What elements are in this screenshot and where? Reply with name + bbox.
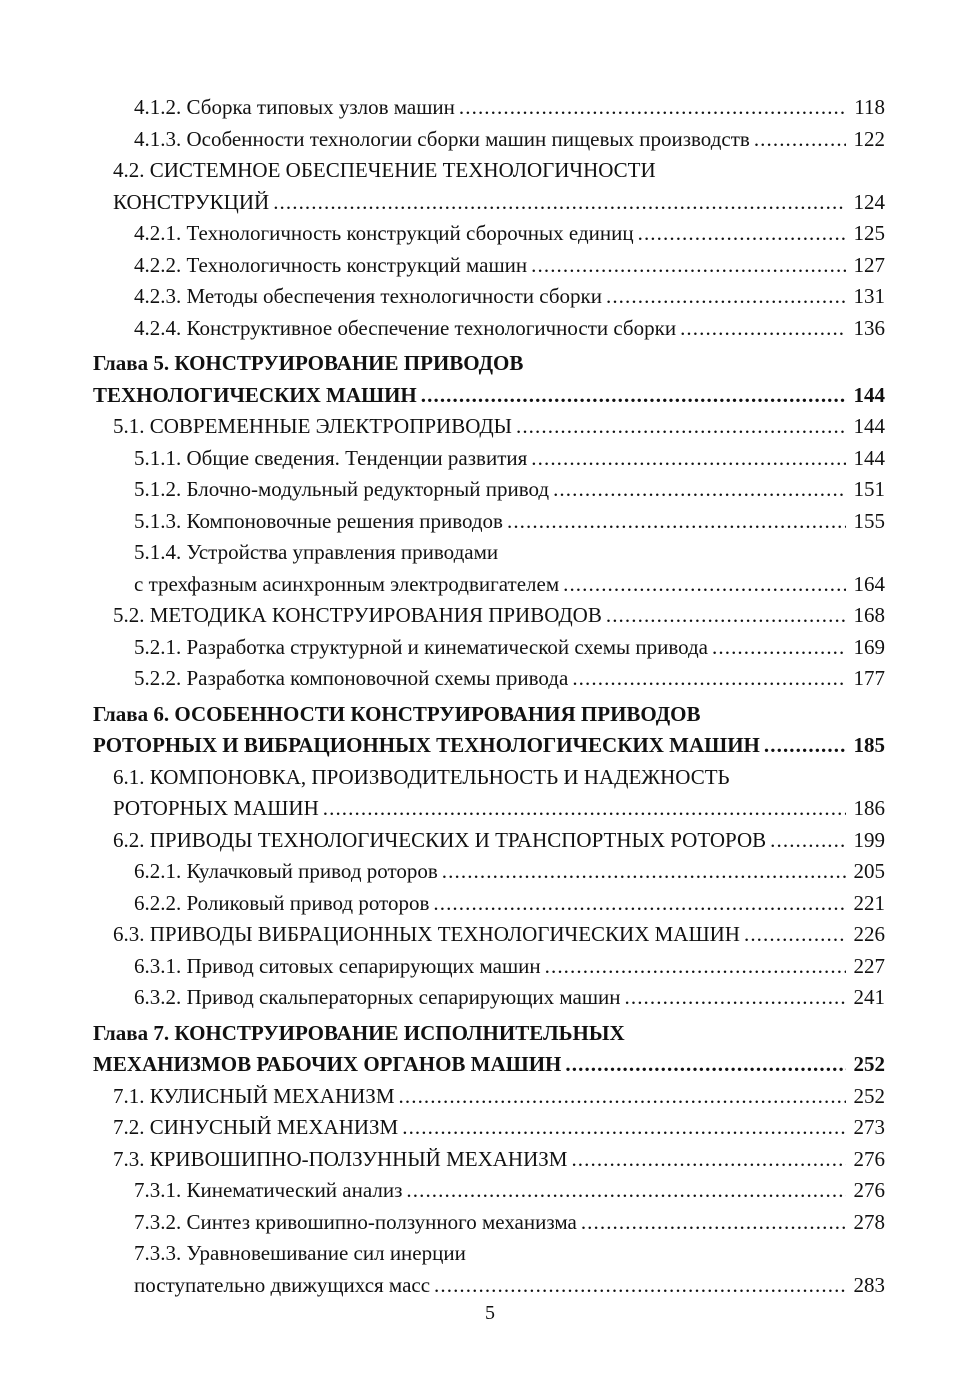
toc-chapter[interactable] <box>0 1018 980 1081</box>
toc-entry-title: 4.1.2. Сборка типовых узлов машин <box>134 95 455 119</box>
toc-entry-page: 226 <box>853 922 885 946</box>
page-number: 5 <box>485 1302 495 1324</box>
toc-section[interactable] <box>0 762 980 825</box>
dot-leader <box>531 443 846 475</box>
toc-entry[interactable] <box>0 537 980 600</box>
toc-entry-title: 7.2. СИНУСНЫЙ МЕХАНИЗМ <box>113 1115 399 1139</box>
toc-entry-page: 169 <box>853 634 885 659</box>
toc-entry[interactable] <box>0 92 980 124</box>
toc-entry-title: МЕХАНИЗМОВ РАБОЧИХ ОРГАНОВ МАШИН <box>93 1052 562 1076</box>
dot-leader <box>553 474 846 506</box>
dot-leader <box>459 92 846 124</box>
toc-entry[interactable] <box>0 281 980 313</box>
toc-entry[interactable] <box>0 443 980 475</box>
toc-entry[interactable] <box>0 632 980 664</box>
toc-section[interactable] <box>0 1112 980 1144</box>
toc-entry-title: поступательно движущихся масс <box>134 1272 431 1297</box>
toc-entry-title: 5.2. МЕТОДИКА КОНСТРУИРОВАНИЯ ПРИВОДОВ <box>113 603 602 627</box>
toc-entry-title: 5.1.1. Общие сведения. Тенденции развития <box>134 445 528 470</box>
dot-leader <box>402 1112 846 1144</box>
dot-leader <box>606 281 846 313</box>
toc-entry-title-line1: 4.2. СИСТЕМНОЕ ОБЕСПЕЧЕНИЕ ТЕХНОЛОГИЧНОСТИ <box>113 158 656 182</box>
toc-chapter[interactable] <box>0 348 980 411</box>
toc-entry-title: ТЕХНОЛОГИЧЕСКИХ МАШИН <box>93 382 417 407</box>
toc-chapter[interactable] <box>0 699 980 762</box>
toc-entry-page: 118 <box>854 95 885 119</box>
dot-leader <box>680 313 846 345</box>
toc-entry-page: 177 <box>853 666 885 690</box>
toc-entry[interactable] <box>0 218 980 250</box>
toc-entry-title-line1: 5.1.4. Устройства управления приводами <box>134 540 499 564</box>
toc-entry-page: 276 <box>853 1178 885 1202</box>
toc-entry-title: с трехфазным асинхронным электродвигателем <box>134 571 560 596</box>
toc-section[interactable] <box>0 1144 980 1176</box>
toc-entry-title: 4.2.2. Технологичность конструкций машин <box>134 252 528 277</box>
toc-entry[interactable] <box>0 1175 980 1207</box>
dot-leader <box>433 888 846 920</box>
toc-entry-title: 7.3.1. Кинематический анализ <box>134 1178 403 1202</box>
toc-entry[interactable] <box>0 888 980 920</box>
toc-entry-title: РОТОРНЫХ МАШИН <box>113 796 319 820</box>
toc-entry-page: 278 <box>853 1209 885 1234</box>
toc-entry-page: 164 <box>853 571 885 596</box>
dot-leader <box>421 380 846 412</box>
toc-entry-title: 5.2.2. Разработка компоновочной схемы привода <box>134 666 569 690</box>
toc-entry-title-line1: Глава 6. ОСОБЕННОСТИ КОНСТРУИРОВАНИЯ ПРИВОДОВ <box>93 701 701 726</box>
toc-entry-page: 276 <box>853 1146 885 1171</box>
toc-entry-title: 5.1.3. Компоновочные решения приводов <box>134 508 503 533</box>
toc-entry[interactable] <box>0 951 980 983</box>
toc-entry-title: 5.1. СОВРЕМЕННЫЕ ЭЛЕКТРОПРИВОДЫ <box>113 414 512 438</box>
dot-leader <box>273 187 846 219</box>
toc-entry-page: 127 <box>853 252 885 277</box>
toc-entry[interactable] <box>0 250 980 282</box>
toc-entry-page: 124 <box>853 189 885 214</box>
toc-entry-title: 6.2.2. Роликовый привод роторов <box>134 890 430 915</box>
toc-entry-title: 6.2. ПРИВОДЫ ТЕХНОЛОГИЧЕСКИХ И ТРАНСПОРТНЫХ РОТОРОВ <box>113 827 767 852</box>
toc-entry[interactable] <box>0 474 980 506</box>
toc-entry-title: КОНСТРУКЦИЙ <box>113 189 270 214</box>
toc-entry-page: 185 <box>853 733 885 757</box>
toc-entry-page: 144 <box>853 414 885 438</box>
dot-leader <box>434 1270 846 1302</box>
toc-entry-page: 168 <box>853 603 885 627</box>
toc-entry-title-line1: 6.1. КОМПОНОВКА, ПРОИЗВОДИТЕЛЬНОСТЬ И НАДЕЖНОСТЬ <box>113 764 730 789</box>
toc-entry-page: 131 <box>853 284 885 308</box>
dot-leader <box>442 856 846 888</box>
dot-leader <box>406 1175 846 1207</box>
dot-leader <box>712 632 846 664</box>
dot-leader <box>565 1049 846 1081</box>
toc-entry-page: 125 <box>853 221 885 245</box>
toc-entry-page: 273 <box>853 1115 885 1139</box>
table-of-contents <box>0 92 980 1301</box>
toc-entry-title: 6.3.1. Привод ситовых сепарирующих машин <box>134 953 541 978</box>
dot-leader <box>581 1207 846 1239</box>
dot-leader <box>764 730 846 762</box>
toc-entry[interactable] <box>0 856 980 888</box>
dot-leader <box>572 663 846 695</box>
dot-leader <box>754 124 846 156</box>
toc-entry-title: 4.2.1. Технологичность конструкций сборочных единиц <box>134 221 634 245</box>
toc-entry-title: 7.3. КРИВОШИПНО-ПОЛЗУННЫЙ МЕХАНИЗМ <box>113 1146 568 1171</box>
toc-entry-title-line1: Глава 5. КОНСТРУИРОВАНИЕ ПРИВОДОВ <box>93 351 524 375</box>
dot-leader <box>399 1081 846 1113</box>
toc-entry[interactable] <box>0 506 980 538</box>
toc-entry-title: 7.1. КУЛИСНЫЙ МЕХАНИЗМ <box>113 1083 395 1108</box>
toc-section[interactable] <box>0 411 980 443</box>
toc-entry-page: 144 <box>853 445 885 470</box>
dot-leader <box>770 825 846 857</box>
toc-entry[interactable] <box>0 982 980 1014</box>
toc-entry-title: 6.3.2. Привод скальператорных сепарирующих машин <box>134 985 621 1009</box>
toc-entry-page: 144 <box>853 382 885 407</box>
toc-entry-page: 252 <box>853 1083 885 1108</box>
dot-leader <box>563 569 846 601</box>
toc-entry-title: 5.1.2. Блочно-модульный редукторный привод <box>134 477 550 501</box>
toc-entry-page: 136 <box>853 315 885 340</box>
toc-entry-page: 241 <box>853 985 885 1009</box>
dot-leader <box>323 793 846 825</box>
toc-entry-page: 155 <box>853 508 885 533</box>
dot-leader <box>516 411 846 443</box>
toc-entry-page: 227 <box>853 953 885 978</box>
toc-section[interactable] <box>0 1081 980 1113</box>
toc-entry-title-line1: 7.3.3. Уравновешивание сил инерции <box>134 1241 466 1265</box>
toc-entry-title: 4.2.3. Методы обеспечения технологичности сборки <box>134 284 602 308</box>
toc-entry-page: 151 <box>853 477 885 501</box>
dot-leader <box>545 951 846 983</box>
toc-entry-page: 122 <box>853 126 885 151</box>
dot-leader <box>606 600 846 632</box>
toc-entry[interactable] <box>0 313 980 345</box>
toc-entry[interactable] <box>0 1207 980 1239</box>
toc-entry-title: 5.2.1. Разработка структурной и кинематической схемы привода <box>134 634 709 659</box>
dot-leader <box>638 218 846 250</box>
toc-entry-page: 199 <box>853 827 885 852</box>
dot-leader <box>625 982 847 1014</box>
dot-leader <box>744 919 846 951</box>
toc-entry-page: 283 <box>853 1272 885 1297</box>
toc-entry-page: 252 <box>853 1052 885 1076</box>
dot-leader <box>507 506 846 538</box>
toc-entry-title: 4.2.4. Конструктивное обеспечение технологичности сборки <box>134 315 677 340</box>
toc-section[interactable] <box>0 600 980 632</box>
dot-leader <box>571 1144 846 1176</box>
toc-entry-page: 186 <box>853 796 885 820</box>
toc-entry-title: 4.1.3. Особенности технологии сборки машин пищевых производств <box>134 126 750 151</box>
toc-entry-title-line1: Глава 7. КОНСТРУИРОВАНИЕ ИСПОЛНИТЕЛЬНЫХ <box>93 1020 625 1045</box>
toc-section[interactable] <box>0 825 980 857</box>
toc-entry[interactable] <box>0 124 980 156</box>
toc-section[interactable] <box>0 919 980 951</box>
dot-leader <box>531 250 846 282</box>
toc-entry[interactable] <box>0 663 980 695</box>
toc-entry-page: 221 <box>853 890 885 915</box>
toc-entry-title: 6.3. ПРИВОДЫ ВИБРАЦИОННЫХ ТЕХНОЛОГИЧЕСКИХ МАШИН <box>113 922 740 946</box>
toc-entry-title: 7.3.2. Синтез кривошипно-ползунного механизма <box>134 1209 577 1234</box>
toc-entry-title: РОТОРНЫХ И ВИБРАЦИОННЫХ ТЕХНОЛОГИЧЕСКИХ МАШИН <box>93 733 760 757</box>
toc-entry-title: 6.2.1. Кулачковый привод роторов <box>134 859 438 883</box>
toc-entry-page: 205 <box>853 859 885 883</box>
toc-section[interactable] <box>0 155 980 218</box>
toc-entry[interactable] <box>0 1238 980 1301</box>
